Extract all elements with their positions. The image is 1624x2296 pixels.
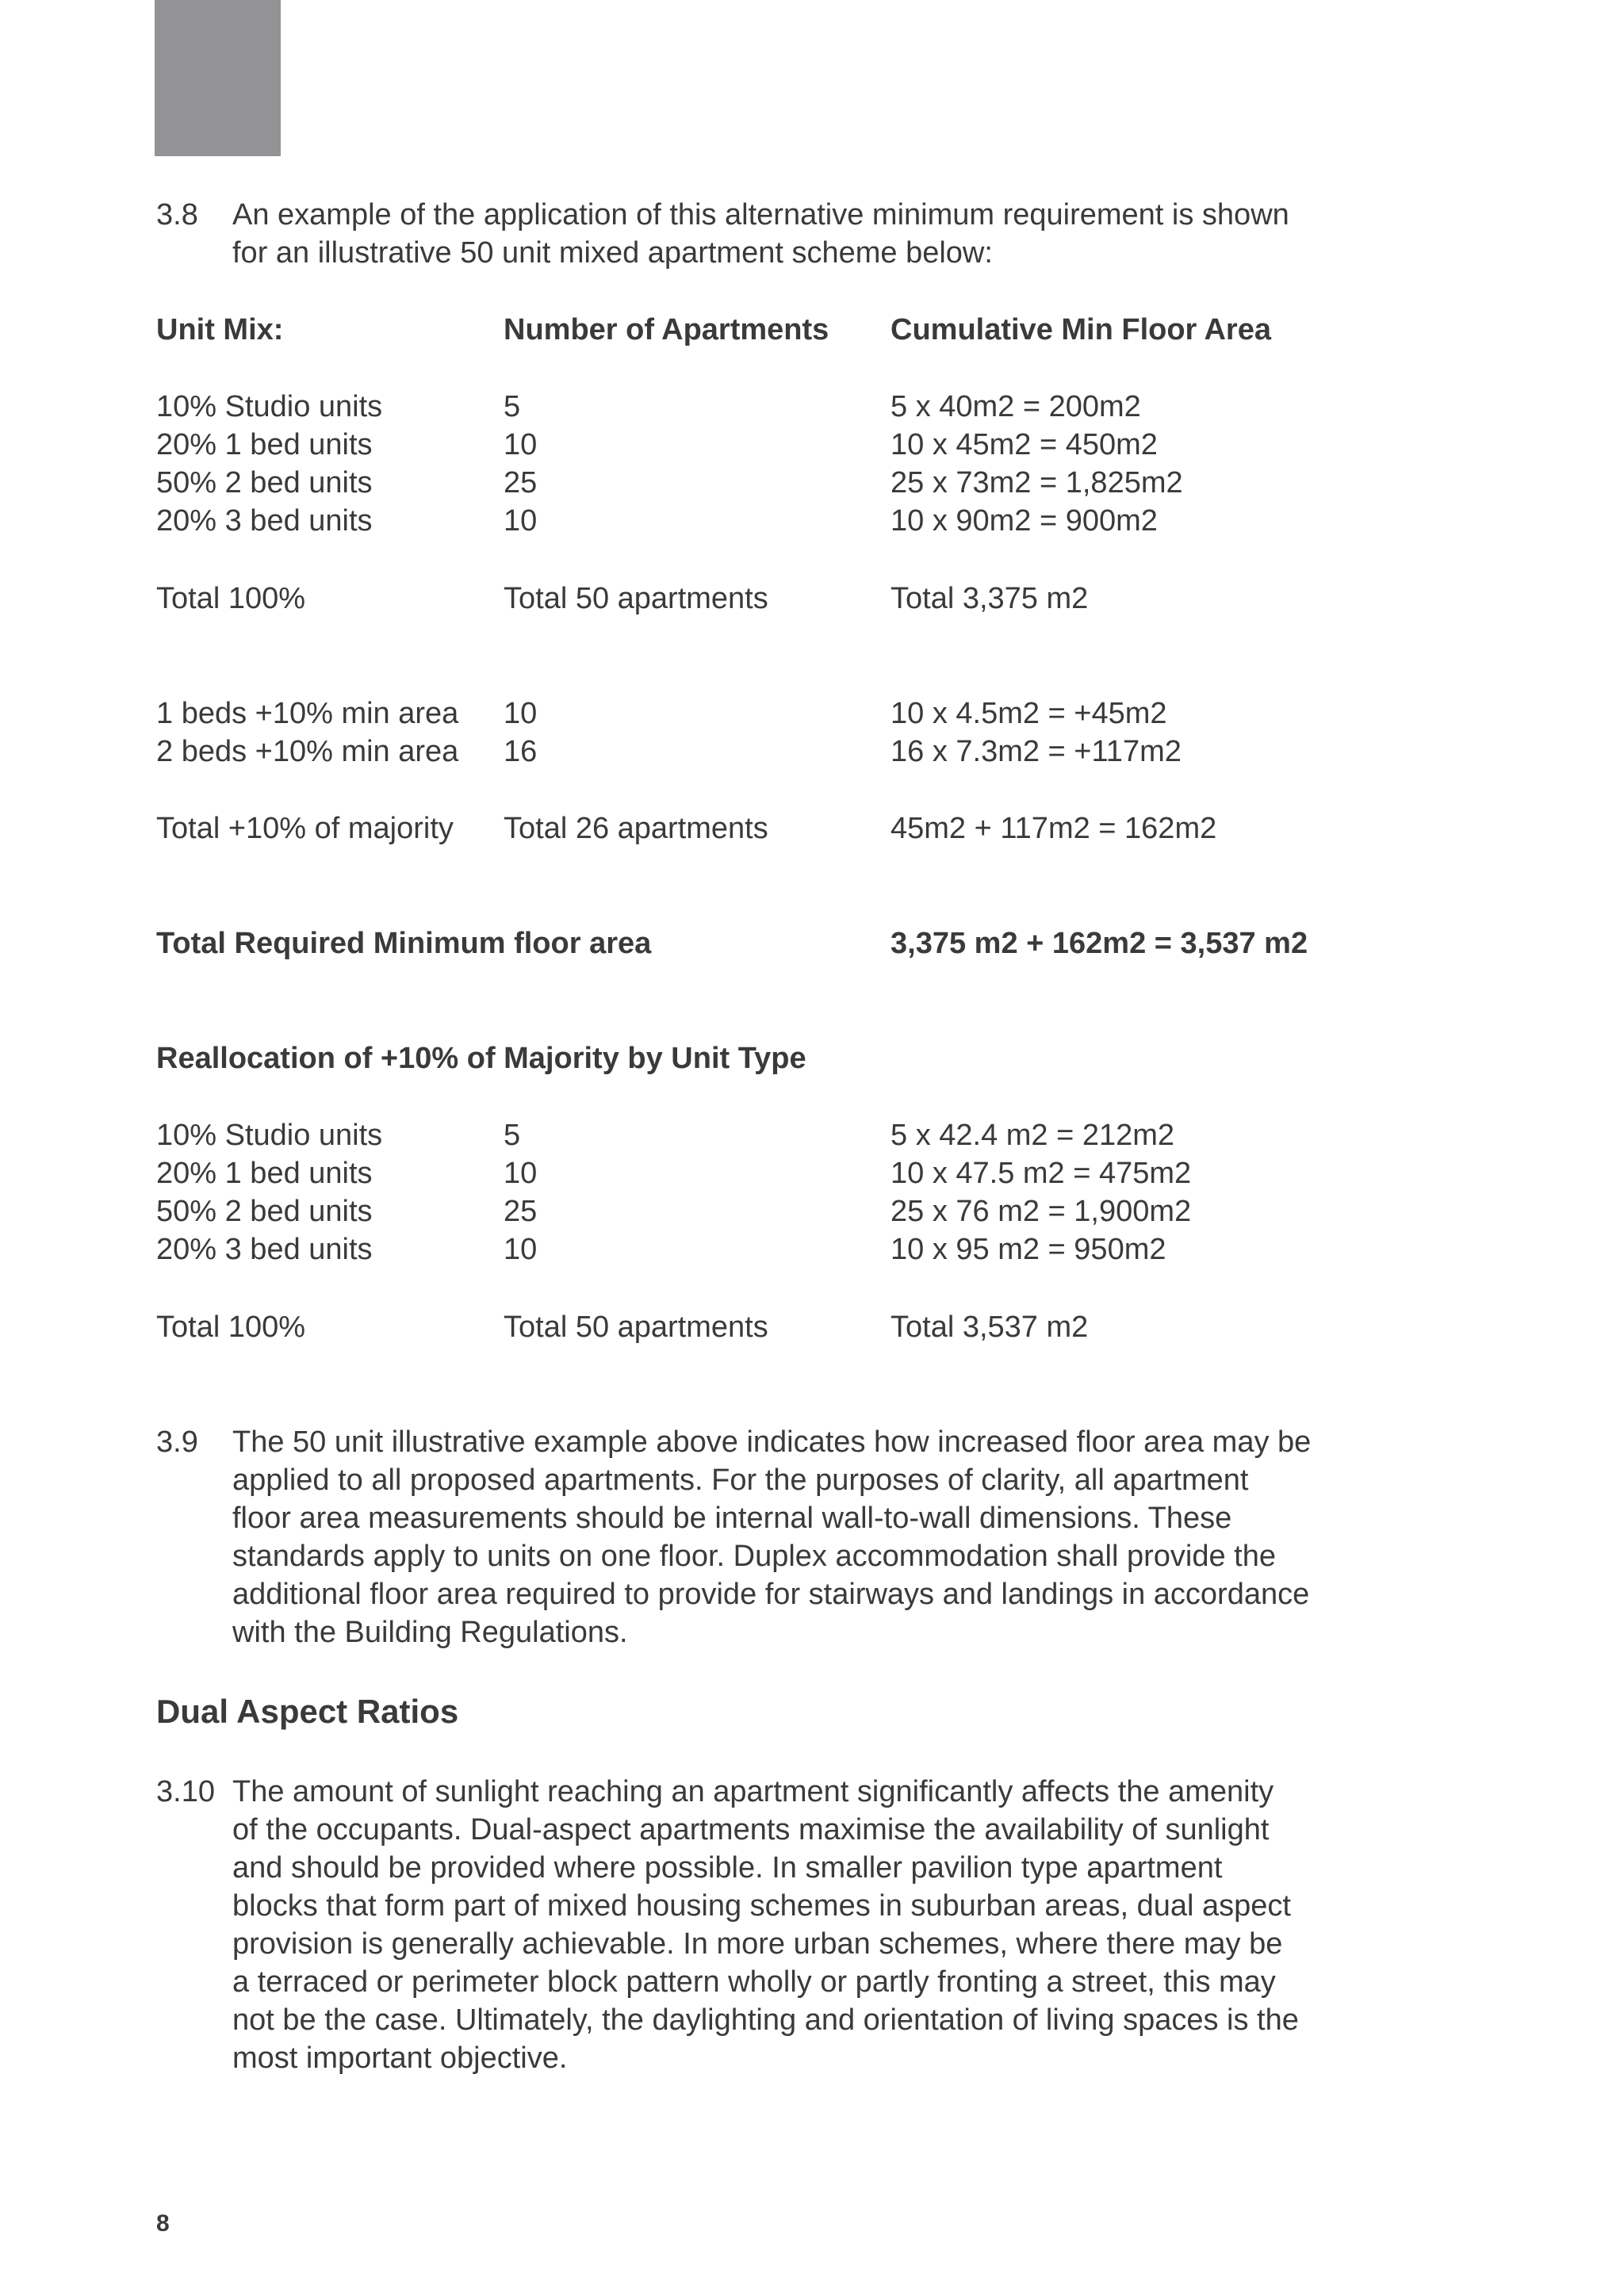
reallocation-total-row (156, 1308, 1314, 1346)
unit-type: 20% 1 bed units (156, 428, 373, 461)
plus-ten-percent-table (156, 695, 1314, 771)
plus-ten-percent-total-row (156, 809, 1314, 848)
floor-area: 25 x 73m2 = 1,825m2 (891, 466, 1183, 499)
text-line: applied to all proposed apartments. For the purposes of clarity, all apartment (232, 1464, 1249, 1497)
total-apartments: Total 50 apartments (504, 582, 768, 615)
unit-mix-total-row (156, 580, 1314, 618)
floor-area: 16 x 7.3m2 = +117m2 (891, 735, 1182, 768)
table-row (156, 1192, 1314, 1230)
table-row (156, 733, 1314, 771)
apartment-count: 5 (504, 390, 521, 423)
paragraph-text (232, 1773, 1314, 2077)
unit-type: 10% Studio units (156, 390, 383, 423)
required-area: 3,375 m2 + 162m2 = 3,537 m2 (891, 927, 1308, 960)
unit-type: 20% 3 bed units (156, 504, 373, 538)
reallocation-title: Reallocation of +10% of Majority by Unit Type (156, 1042, 806, 1075)
apartment-count: 10 (504, 697, 538, 730)
paragraph-3-8 (156, 196, 1314, 272)
table-row (156, 502, 1314, 540)
apartment-count: 10 (504, 504, 538, 538)
paragraph-3-9 (156, 1423, 1314, 1651)
unit-type: 1 beds +10% min area (156, 697, 459, 730)
text-line: additional floor area required to provide for stairways and landings in accordance (232, 1578, 1310, 1611)
text-line: provision is generally achievable. In more urban schemes, where there may be (232, 1927, 1283, 1961)
reallocation-heading (156, 1039, 1314, 1077)
text-line: of the occupants. Dual-aspect apartments maximise the availability of sunlight (232, 1813, 1270, 1846)
total-area: 45m2 + 117m2 = 162m2 (891, 812, 1217, 845)
total-label: Total +10% of majority (156, 812, 454, 845)
apartment-count: 10 (504, 1157, 538, 1190)
unit-type: 10% Studio units (156, 1119, 383, 1152)
text-line: and should be provided where possible. In smaller pavilion type apartment (232, 1851, 1223, 1885)
table-row (156, 1116, 1314, 1154)
table-header-row (156, 311, 1314, 349)
paragraph-text: An example of the application of this alternative minimum requirement is shown for an illustrative 50 unit mixed apartment scheme below: (232, 198, 1289, 270)
floor-area: 10 x 90m2 = 900m2 (891, 504, 1158, 538)
unit-type: 50% 2 bed units (156, 1195, 373, 1228)
table-row (156, 1154, 1314, 1192)
total-apartments: Total 26 apartments (504, 812, 768, 845)
text-line: most important objective. (232, 2042, 568, 2075)
text-line: not be the case. Ultimately, the daylighting and orientation of living spaces is the (232, 2003, 1299, 2037)
required-minimum-row (156, 924, 1314, 962)
apartment-count: 5 (504, 1119, 521, 1152)
required-label: Total Required Minimum floor area (156, 927, 652, 960)
header-tab-block (155, 0, 281, 156)
table-row (156, 388, 1314, 426)
apartment-count: 16 (504, 735, 538, 768)
unit-mix-table (156, 388, 1314, 540)
floor-area: 25 x 76 m2 = 1,900m2 (891, 1195, 1192, 1228)
table-row (156, 1230, 1314, 1269)
header-cumulative-min-floor-area: Cumulative Min Floor Area (891, 313, 1271, 346)
total-area: Total 3,375 m2 (891, 582, 1089, 615)
apartment-count: 25 (504, 1195, 538, 1228)
floor-area: 10 x 95 m2 = 950m2 (891, 1233, 1166, 1266)
paragraph-3-10 (156, 1773, 1314, 2077)
unit-type: 20% 3 bed units (156, 1233, 373, 1266)
unit-type: 2 beds +10% min area (156, 735, 459, 768)
floor-area: 5 x 40m2 = 200m2 (891, 390, 1141, 423)
total-percent: Total 100% (156, 1311, 306, 1344)
total-area: Total 3,537 m2 (891, 1311, 1089, 1344)
paragraph-number: 3.10 (156, 1775, 215, 1808)
text-line: with the Building Regulations. (232, 1616, 628, 1649)
floor-area: 10 x 47.5 m2 = 475m2 (891, 1157, 1192, 1190)
section-heading: Dual Aspect Ratios (156, 1693, 459, 1730)
total-apartments: Total 50 apartments (504, 1311, 768, 1344)
apartment-count: 25 (504, 466, 538, 499)
unit-type: 50% 2 bed units (156, 466, 373, 499)
page-number: 8 (156, 2210, 170, 2237)
text-line: blocks that form part of mixed housing schemes in suburban areas, dual aspect (232, 1889, 1291, 1923)
floor-area: 10 x 45m2 = 450m2 (891, 428, 1158, 461)
apartment-count: 10 (504, 428, 538, 461)
apartment-count: 10 (504, 1233, 538, 1266)
text-line: a terraced or perimeter block pattern wholly or partly fronting a street, this may (232, 1965, 1276, 1999)
table-row (156, 426, 1314, 464)
text-line: The amount of sunlight reaching an apartment significantly affects the amenity (232, 1775, 1274, 1808)
paragraph-number: 3.9 (156, 1425, 198, 1459)
unit-type: 20% 1 bed units (156, 1157, 373, 1190)
header-number-of-apartments: Number of Apartments (504, 313, 829, 346)
text-line: The 50 unit illustrative example above indicates how increased floor area may be (232, 1425, 1312, 1459)
paragraph-number: 3.8 (156, 198, 198, 232)
paragraph-text (232, 1423, 1314, 1651)
floor-area: 5 x 42.4 m2 = 212m2 (891, 1119, 1175, 1152)
table-row (156, 464, 1314, 502)
total-percent: Total 100% (156, 582, 306, 615)
reallocation-table (156, 1116, 1314, 1269)
header-unit-mix: Unit Mix: (156, 313, 284, 346)
table-row (156, 695, 1314, 733)
text-line: floor area measurements should be internal wall-to-wall dimensions. These (232, 1502, 1232, 1535)
floor-area: 10 x 4.5m2 = +45m2 (891, 697, 1167, 730)
text-line: standards apply to units on one floor. Duplex accommodation shall provide the (232, 1540, 1277, 1573)
